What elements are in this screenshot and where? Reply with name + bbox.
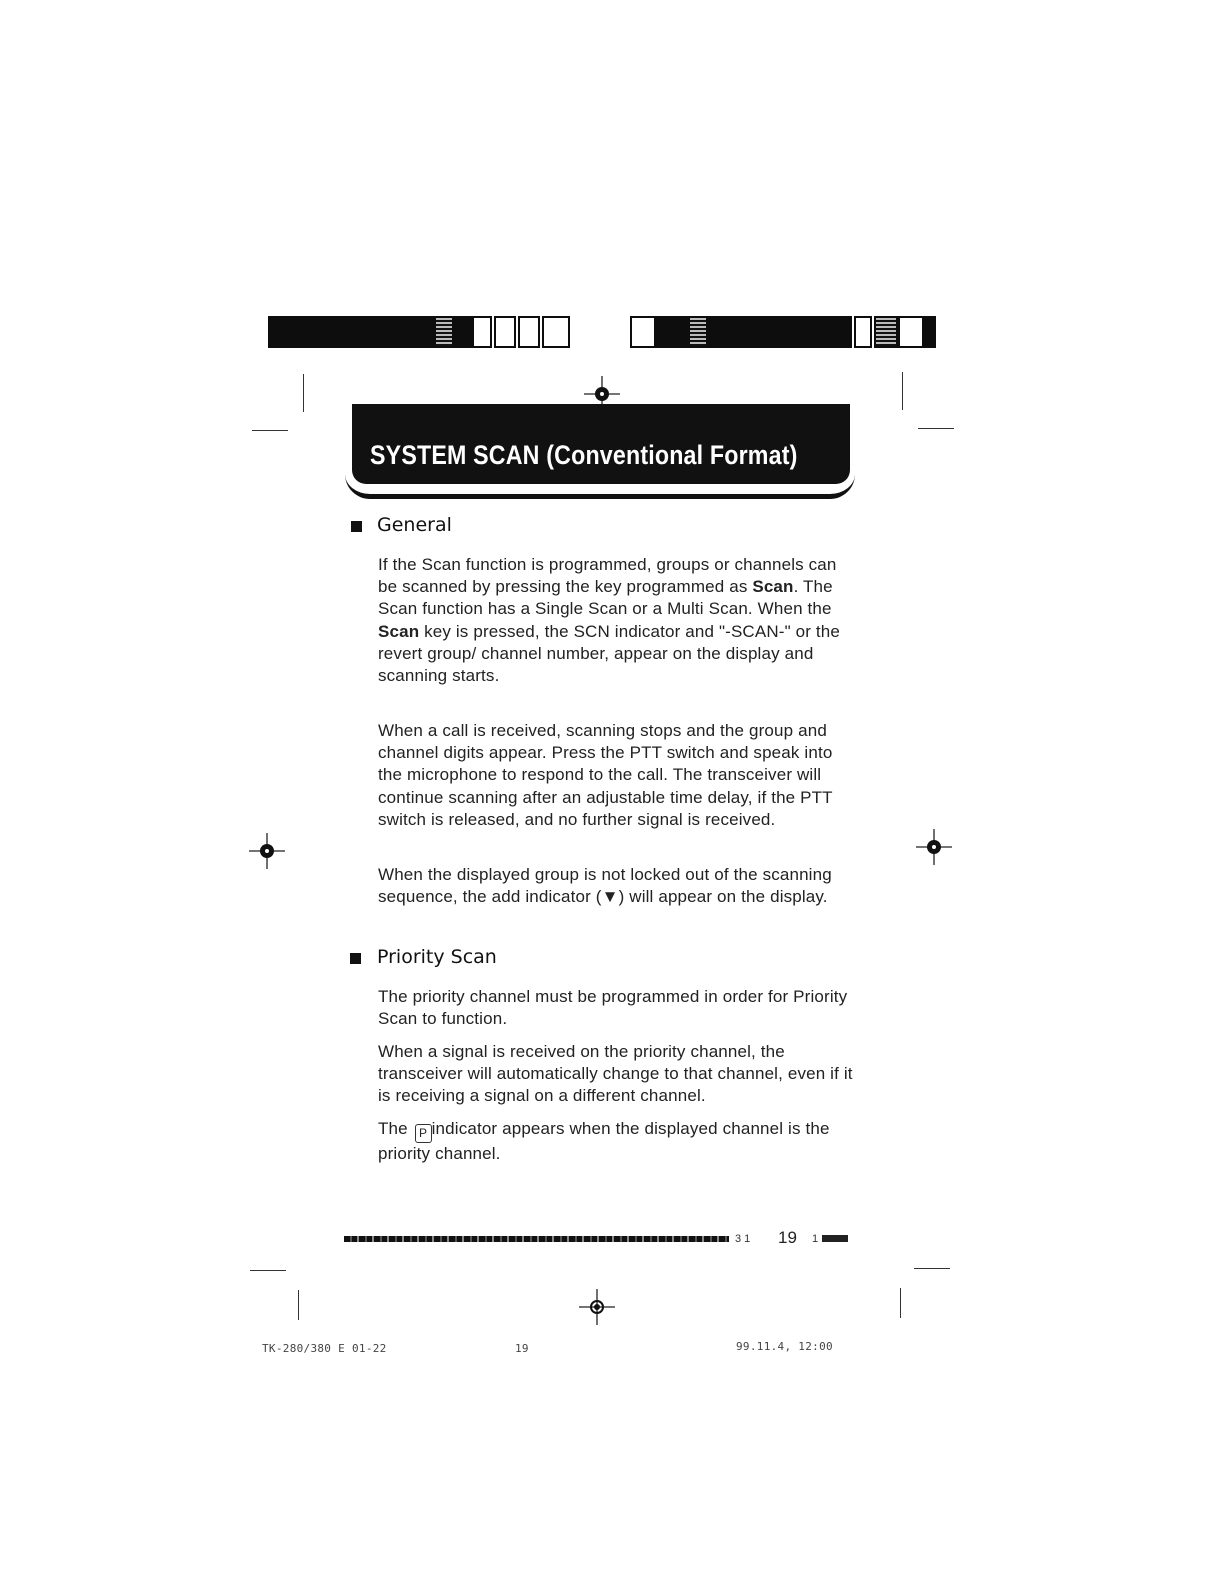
footer-rule	[344, 1236, 729, 1242]
paragraph: The priority channel must be programmed in order for Priority Scan to function.	[378, 987, 848, 1029]
print-page: 19	[515, 1342, 529, 1355]
section-heading-general: General	[377, 514, 452, 536]
paragraph: The P indicator appears when the displayed channel is the priority channel.	[378, 1119, 830, 1163]
page-title: SYSTEM SCAN (Conventional Format)	[370, 440, 798, 470]
crop-mark	[303, 374, 304, 412]
footer-mark: 3 1	[735, 1233, 751, 1245]
crop-mark	[250, 1270, 286, 1271]
crop-mark	[918, 428, 954, 429]
print-file: TK-280/380 E 01-22	[262, 1342, 387, 1355]
footer-end-block	[822, 1235, 848, 1242]
paragraph: If the Scan function is programmed, groups or channels can be scanned by pressing the key programmed as Scan. The Scan function has a Single Scan or a Multi Scan. When the Scan key is pressed, the SCN indicator and "-SCAN-" or the revert group/ channel number, appear on the display and scanning starts.	[378, 555, 841, 686]
paragraph: When a signal is received on the priority channel, the transceiver will automatically change to that channel, even if it is receiving a signal on a different channel.	[378, 1042, 853, 1106]
registration-target-icon	[916, 829, 952, 865]
section-bullet	[351, 521, 362, 532]
priority-indicator-icon: P	[415, 1124, 432, 1143]
print-date: 99.11.4, 12:00	[736, 1340, 833, 1353]
crop-mark	[252, 430, 288, 431]
paragraph: When the displayed group is not locked out of the scanning sequence, the add indicator (▼) will appear on the display.	[378, 865, 832, 907]
registration-bar	[268, 316, 936, 348]
page-number: 19	[778, 1228, 797, 1247]
crop-mark	[298, 1290, 299, 1320]
crop-mark	[902, 372, 903, 410]
section-heading-priority-scan: Priority Scan	[377, 946, 497, 968]
section-bullet	[350, 953, 361, 964]
registration-target-icon	[249, 833, 285, 869]
crop-mark	[900, 1288, 901, 1318]
paragraph: When a call is received, scanning stops and the group and channel digits appear. Press the PTT switch and speak into the microphone to respond to the call. The transceiver will continue scanning after an adjustable time delay, if the PTT switch is released, and no further signal is received.	[378, 721, 833, 829]
registration-target-icon	[579, 1289, 615, 1325]
footer-mark: 1	[812, 1233, 819, 1245]
crop-mark	[914, 1268, 950, 1269]
